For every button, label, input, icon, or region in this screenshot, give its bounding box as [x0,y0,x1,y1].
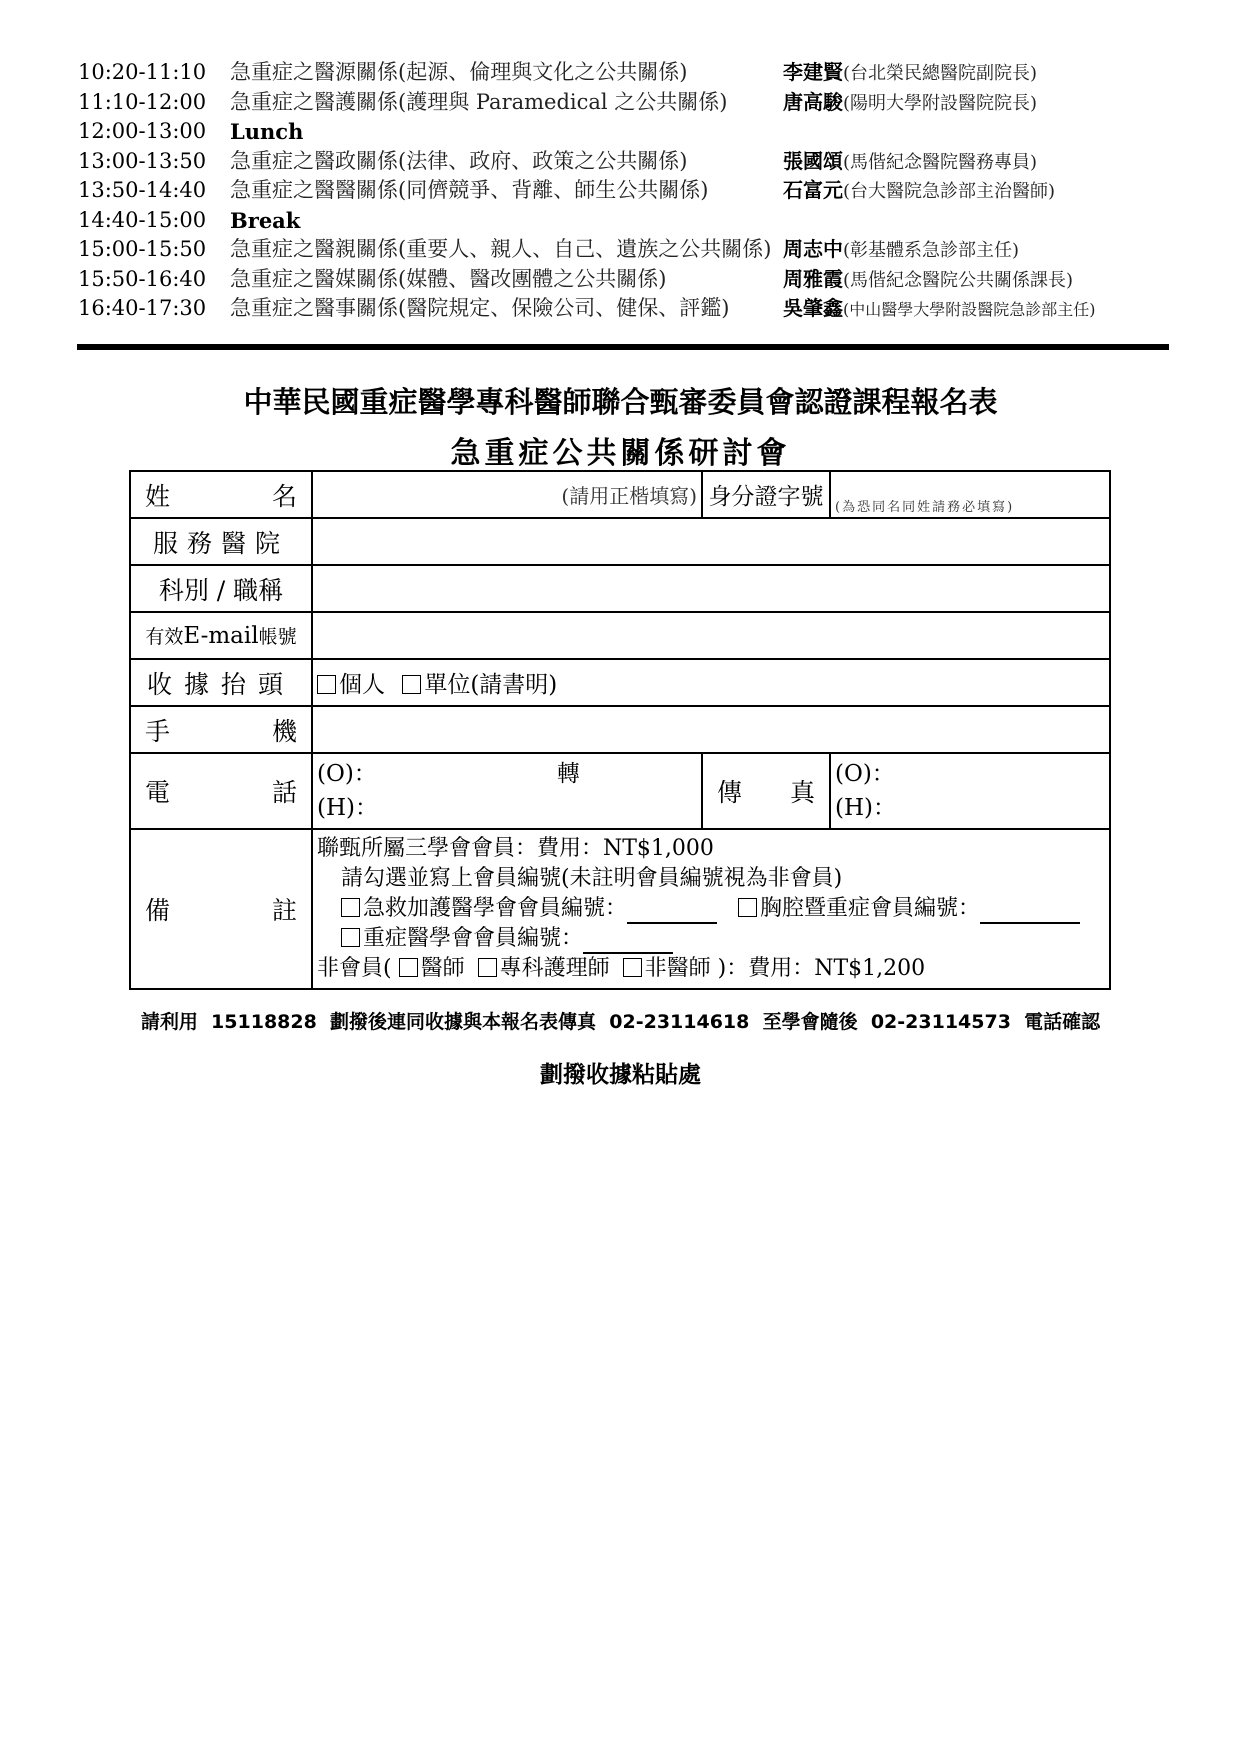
speaker-name: 吳肇鑫 [783,296,843,320]
session-topic: Lunch [230,119,304,144]
speaker-role: (馬偕紀念醫院公共關係課長) [843,269,1074,291]
form-subtitle: 急重症公共關係研討會 [450,436,791,471]
schedule-row [78,206,1168,236]
session-time: 15:50-16:40 [78,266,207,291]
session-topic: 急重症之醫媒關係(媒體、醫改團體之公共關係) [230,266,667,291]
fax-field[interactable] [830,753,1110,829]
nonmember-np-checkbox[interactable] [478,958,497,977]
speaker-role: (台北榮民總醫院副院長) [843,63,1038,84]
nonmember-nondoctor-checkbox[interactable] [623,958,642,977]
session-time: 14:40-15:00 [78,207,207,232]
session-time: 13:00-13:50 [78,148,207,173]
schedule-row [78,294,1168,324]
receipt-unit-checkbox[interactable] [402,675,421,694]
schedule-row [78,88,1168,118]
receipt-field [312,659,1110,706]
payment-instruction: 請利用 15118828 劃撥後連同收據與本報名表傳真 02-23114618 至學會隨後 02-23114573 電話確認 [140,1011,1101,1033]
remarks-field [312,829,1110,989]
form-row-mobile [130,706,1110,753]
fax-label: 傳 真 [702,753,830,829]
remarks-label: 備 註 [130,829,312,989]
email-field[interactable] [312,612,1110,659]
schedule-row [78,117,1168,147]
id-field[interactable] [830,471,1110,518]
member-fee-text: 聯甄所屬三學會會員：費用：NT$1,000 [317,836,714,861]
session-speaker [783,294,1096,325]
session-topic: 急重症之醫護關係(護理與 Paramedical 之公共關係) [230,89,728,114]
schedule-row [78,235,1168,265]
schedule-row [78,265,1168,295]
phone-office-label: (O)： [317,761,377,787]
speaker-name: 周志中 [783,237,843,261]
session-time: 16:40-17:30 [78,296,207,320]
form-row-name [130,471,1110,518]
session-time: 10:20-11:10 [78,60,207,84]
registration-form [129,470,1111,990]
speaker-role: (台大醫院急診部主治醫師) [843,181,1056,202]
session-speaker [783,88,1037,119]
session-topic: 急重症之醫親關係(重要人、親人、自己、遺族之公共關係) [230,237,772,261]
nonmember-np-label: 專科護理師 [499,956,610,981]
form-row-remarks [130,829,1110,989]
hospital-label: 服務醫院 [130,518,312,565]
session-time: 12:00-13:00 [78,119,207,143]
form-row-hospital [130,518,1110,565]
member-instruction: 請勾選並寫上會員編號(未註明會員編號視為非會員) [341,866,843,891]
session-topic: 急重症之醫事關係(醫院規定、保險公司、健保、評鑑) [230,296,730,320]
nonmember-fee: )：費用：NT$1,200 [717,956,926,981]
nonmember-doctor-label: 醫師 [420,956,465,981]
section-divider [77,344,1169,350]
receipt-personal-label: 個人 [339,672,385,698]
receipt-personal-checkbox[interactable] [317,675,336,694]
speaker-role: (馬偕紀念醫院醫務專員) [843,151,1038,173]
session-topic: 急重症之醫源關係(起源、倫理與文化之公共關係) [230,60,688,84]
speaker-name: 周雅霞 [783,266,843,291]
session-time: 13:50-14:40 [78,178,207,202]
id-hint: (為恐同名同姓請務必填寫) [835,500,1015,515]
mobile-label: 手 機 [130,706,312,753]
form-row-receipt [130,659,1110,706]
speaker-name: 張國頌 [783,148,843,173]
dept-label: 科別 / 職稱 [130,565,312,612]
session-speaker [783,265,1073,296]
receipt-label: 收據抬頭 [130,659,312,706]
speaker-role: (彰基體系急診部主任) [843,240,1020,261]
speaker-role: (中山醫學大學附設醫院急診部主任) [843,300,1096,319]
nonmember-nondoctor-label: 非醫師 [644,956,711,981]
fax-home-label: (H)： [835,795,897,821]
mobile-field[interactable] [312,706,1110,753]
id-label: 身分證字號 [702,471,830,518]
schedule-row [78,147,1168,177]
form-row-dept [130,565,1110,612]
session-time: 15:00-15:50 [78,237,207,261]
email-label: 有效E-mail帳號 [130,612,312,659]
session-topic: 急重症之醫政關係(法律、政府、政策之公共關係) [230,148,688,173]
form-row-email [130,612,1110,659]
society3-checkbox[interactable] [341,928,360,947]
society2-checkbox[interactable] [738,898,757,917]
schedule [78,58,1168,324]
session-topic: Break [230,207,301,233]
phone-home-label: (H)： [317,795,379,821]
session-speaker [783,58,1037,89]
name-hint: (請用正楷填寫) [561,484,697,508]
nonmember-prefix: 非會員( [317,956,392,981]
hospital-field[interactable] [312,518,1110,565]
phone-label: 電 話 [130,753,312,829]
schedule-row [78,176,1168,206]
receipt-unit-label: 單位(請書明) [424,672,558,698]
session-speaker [783,176,1055,207]
speaker-name: 李建賢 [783,60,843,84]
fax-office-label: (O)： [835,761,895,787]
society1-label: 急救加護醫學會會員編號： [363,896,628,921]
phone-field[interactable] [312,753,702,829]
society1-checkbox[interactable] [341,898,360,917]
form-row-phone [130,753,1110,829]
name-field[interactable] [312,471,702,518]
dept-field[interactable] [312,565,1110,612]
speaker-name: 唐高駿 [783,89,843,114]
session-speaker [783,147,1037,178]
society2-number-field[interactable] [980,922,1080,924]
speaker-name: 石富元 [783,178,843,202]
receipt-paste-area: 劃撥收據粘貼處 [540,1062,701,1088]
schedule-row [78,58,1168,88]
session-topic: 急重症之醫醫關係(同儕競爭、背離、師生公共關係) [230,178,709,202]
session-speaker [783,235,1019,266]
society2-label: 胸腔暨重症會員編號： [760,896,981,921]
name-label: 姓 名 [130,471,312,518]
society3-label: 重症醫學會會員編號： [363,926,584,951]
nonmember-doctor-checkbox[interactable] [399,958,418,977]
form-title: 中華民國重症醫學專科醫師聯合甄審委員會認證課程報名表 [243,385,998,419]
session-time: 11:10-12:00 [78,89,207,114]
phone-ext-label: 轉 [556,761,580,787]
speaker-role: (陽明大學附設醫院院長) [843,92,1038,114]
